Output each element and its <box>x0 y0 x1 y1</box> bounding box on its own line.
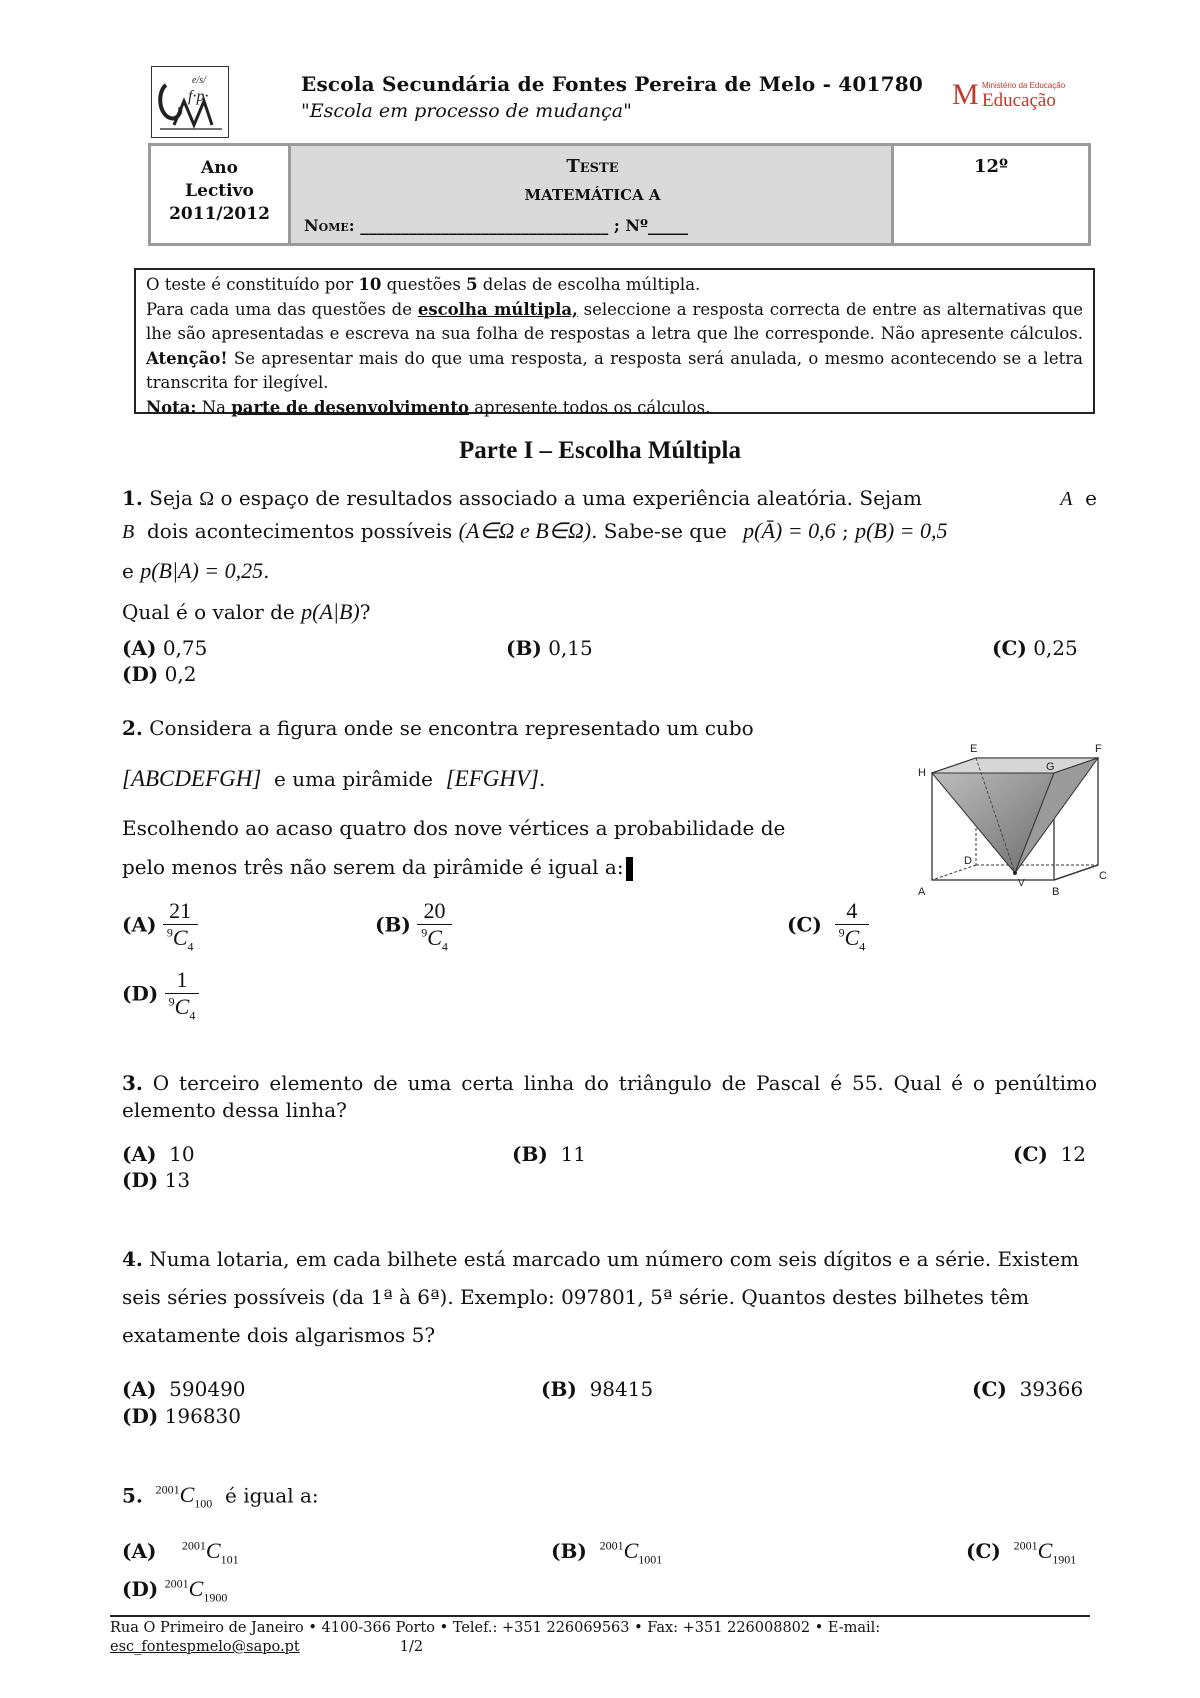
question-number: 3. <box>122 1071 143 1095</box>
school-year: 2011/2012 <box>169 204 270 224</box>
name-line[interactable]: _______________________________ <box>360 216 609 235</box>
question-1: 1. Seja Ω o espaço de resultados associado a uma experiência aleatória. Sejam A e <box>122 486 1097 510</box>
vertex-f: F <box>1095 743 1102 755</box>
q5-option-d[interactable]: (D) $^{2001}C_{1900}$ <box>122 1576 228 1605</box>
vertex-g: G <box>1046 761 1055 773</box>
text-cursor <box>626 857 633 881</box>
ministry-initials: M <box>952 78 979 111</box>
question-2: 2. Considera a figura onde se encontra representado um cubo <box>122 716 754 740</box>
school-name: Escola Secundária de Fontes Pereira de Melo - 401780 <box>301 72 923 96</box>
instructions-note: Nota: Na parte de desenvolvimento apresente todos os cálculos. <box>146 397 711 417</box>
school-year-cell <box>151 146 291 243</box>
q3-option-c[interactable]: (C) 12 <box>1013 1142 1087 1166</box>
q3-option-a[interactable]: (A) 10 <box>122 1142 195 1166</box>
q2-option-b[interactable]: (B) $\frac{20}{^9C_4}$ <box>375 898 452 954</box>
question-2-line2: [ABCDEFGH] e uma pirâmide [EFGHV]. <box>122 766 546 791</box>
q2-option-d[interactable]: (D) $\frac{1}{^9C_4}$ <box>122 967 199 1023</box>
grade-cell <box>894 146 1088 243</box>
question-2-line3: Escolhendo ao acaso quatro dos nove vértices a probabilidade de <box>122 816 786 840</box>
q1-option-d[interactable]: (D) 0,2 <box>122 662 197 686</box>
school-logo-icon <box>152 67 228 137</box>
ministry-logo <box>952 76 1072 120</box>
vertex-b: B <box>1052 886 1060 898</box>
number-label[interactable]: ; Nº_____ <box>613 216 688 235</box>
vertex-c: C <box>1099 870 1107 882</box>
question-1-line2: B dois acontecimentos possíveis (A∈Ω e B∈Ω). Sabe-se que p(Ā) = 0,6 ; p(B) = 0,5 <box>122 518 948 543</box>
q4-option-b[interactable]: (B) 98415 <box>541 1377 654 1401</box>
question-4: 4. Numa lotaria, em cada bilhete está marcado um número com seis dígitos e a série. Existem seis séries possíveis (da 1ª à 6ª). Exemplo: 097801, 5ª série. Quantos destes bilhetes têm exatamente dois algarismos 5? <box>122 1247 1079 1347</box>
part-title: Parte I – Escolha Múltipla <box>459 437 741 464</box>
q4-option-a[interactable]: (A) 590490 <box>122 1377 246 1401</box>
instructions-box <box>134 268 1095 417</box>
q3-option-b[interactable]: (B) 11 <box>512 1142 587 1166</box>
footer-address: Rua O Primeiro de Janeiro • 4100-366 Porto • Telef.: +351 226069563 • Fax: +351 226008802 • E-mail: <box>110 1620 881 1636</box>
q3-option-d[interactable]: (D) 13 <box>122 1168 191 1192</box>
question-1-line3: e p(B|A) = 0,25. <box>122 558 270 583</box>
vertex-d: D <box>964 855 972 867</box>
page-number: 1/2 <box>399 1639 424 1655</box>
vertex-a: A <box>918 886 926 898</box>
footer-divider <box>110 1615 1090 1617</box>
question-2-line4: pelo menos três não serem da pirâmide é igual a: <box>122 853 633 881</box>
header-table <box>148 143 1091 246</box>
test-info-cell <box>291 146 894 243</box>
instructions-body: Para cada uma das questões de escolha múltipla, seleccione a resposta correcta de entre as alternativas que lhe são apresentadas e escreva na sua folha de respostas a letra que lhe corresponde. Não apresente cálculos. Atenção! Se apresentar mais do que uma resposta, a resposta será anulada, o mesmo acontecendo se a letra transcrita for ilegível. <box>146 299 1083 392</box>
name-field[interactable] <box>304 216 688 235</box>
test-label: Teste <box>566 156 619 177</box>
q5-option-c[interactable]: (C) $^{2001}C_{1901}$ <box>966 1538 1077 1567</box>
vertex-v: V <box>1018 878 1025 889</box>
ministry-name: Ministério da Educação <box>982 81 1066 90</box>
footer <box>110 1619 880 1657</box>
q5-option-a[interactable]: (A) $^{2001}C_{101}$ <box>122 1538 239 1567</box>
ano-label: Ano <box>201 158 238 178</box>
question-5: 5. $^{2001}C_{100}$ é igual a: <box>122 1482 319 1511</box>
ministry-word: Educação <box>982 90 1056 111</box>
q2-option-c[interactable]: (C) $\frac{4}{^9C_4}$ <box>787 898 869 954</box>
vertex-h: H <box>918 767 926 779</box>
footer-email[interactable]: esc_fontespmelo@sapo.pt <box>110 1639 300 1655</box>
q1-option-a[interactable]: (A) 0,75 <box>122 636 208 660</box>
instructions-line1: O teste é constituído por 10 questões 5 delas de escolha múltipla. <box>146 275 701 294</box>
q5-option-b[interactable]: (B) $^{2001}C_{1001}$ <box>551 1538 663 1567</box>
subject-label: MATEMÁTICA A <box>524 186 661 204</box>
school-motto: "Escola em processo de mudança" <box>301 100 632 122</box>
q4-option-c[interactable]: (C) 39366 <box>972 1377 1084 1401</box>
question-number: 1. <box>122 486 143 510</box>
q1-option-b[interactable]: (B) 0,15 <box>506 636 593 660</box>
school-logo <box>151 66 229 138</box>
svg-text:e/s/: e/s/ <box>192 75 206 86</box>
q4-option-d[interactable]: (D) 196830 <box>122 1404 241 1428</box>
svg-text:f·p·: f·p· <box>188 88 209 105</box>
q1-option-c[interactable]: (C) 0,25 <box>992 636 1078 660</box>
lectivo-label: Lectivo <box>185 181 254 201</box>
question-number: 2. <box>122 716 143 740</box>
question-1-question: Qual é o valor de p(A|B)? <box>122 599 371 624</box>
grade-label: 12º <box>973 156 1009 177</box>
vertex-e: E <box>970 743 978 755</box>
question-3: 3. O terceiro elemento de uma certa linha do triângulo de Pascal é 55. Qual é o penúltimo elemento dessa linha? <box>122 1071 1098 1122</box>
q2-option-a[interactable]: (A) $\frac{21}{^9C_4}$ <box>122 898 198 954</box>
cube-pyramid-figure <box>918 740 1108 919</box>
question-number: 4. <box>122 1247 143 1271</box>
question-number: 5. <box>122 1483 143 1508</box>
name-label: Nome: <box>304 216 355 235</box>
